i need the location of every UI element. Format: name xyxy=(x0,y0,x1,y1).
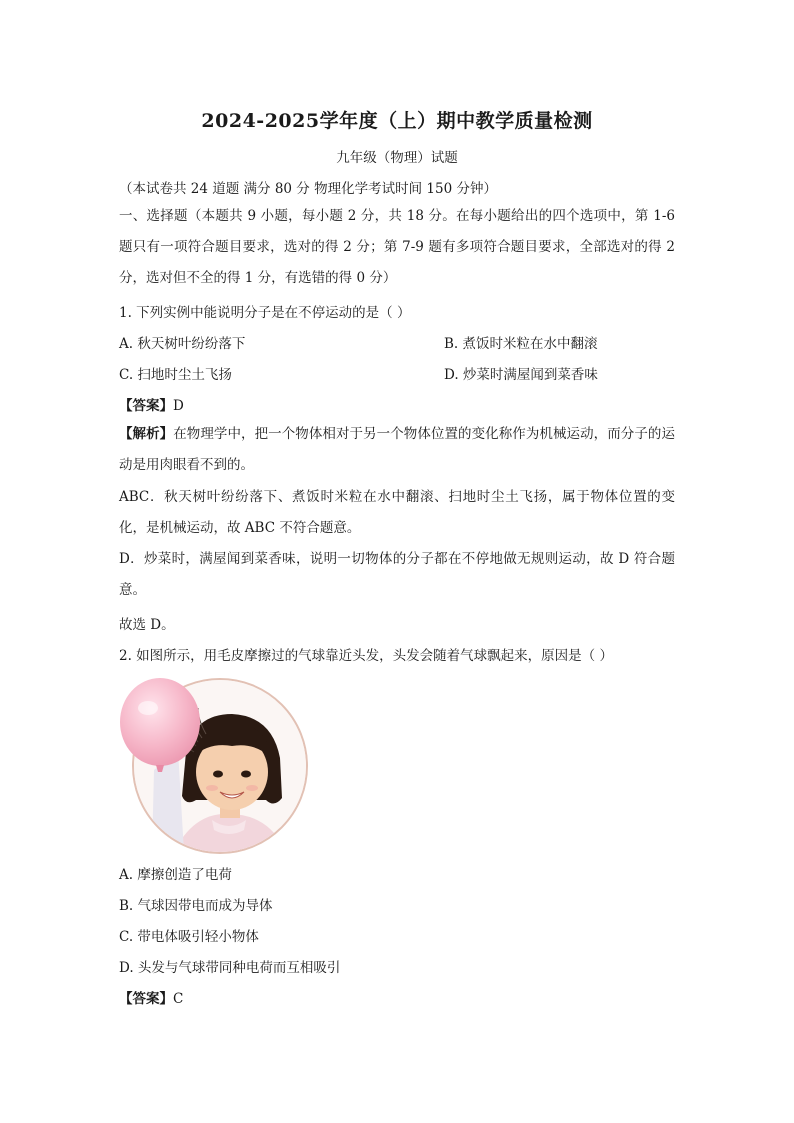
question-1-option-d: D. 炒菜时满屋闻到菜香味 xyxy=(444,367,598,383)
analysis-abc: ABC．秋天树叶纷纷落下、煮饭时米粒在水中翻滚、扫地时尘土飞扬，属于物体位置的变化，是机械运动，故 ABC 不符合题意。 xyxy=(119,489,675,536)
answer-value: D xyxy=(173,398,184,414)
question-1-analysis xyxy=(119,419,675,481)
balloon-icon xyxy=(118,674,218,794)
page-title: 2024-2025学年度（上）期中教学质量检测 xyxy=(201,110,593,132)
balloon-hair-figure xyxy=(118,674,310,854)
question-2-option-d: D. 头发与气球带同种电荷而互相吸引 xyxy=(119,960,341,976)
analysis-tag: 【解析】 xyxy=(119,426,174,442)
page-subtitle: 九年级（物理）试题 xyxy=(336,150,458,166)
section-intro: 一、选择题（本题共 9 小题，每小题 2 分，共 18 分。在每小题给出的四个选项中，第 1-6 题只有一项符合题目要求，选对的得 2 分；第 7-9 题有多项符合题目要求，全部选对的得 2 分，选对但不全的得 1 分，有选错的得 0 分） xyxy=(119,208,675,286)
question-2-stem: 2. 如图所示，用毛皮摩擦过的气球靠近头发，头发会随着气球飘起来，原因是（ ） xyxy=(119,648,613,664)
question-2-option-a: A. 摩擦创造了电荷 xyxy=(119,867,232,883)
question-1-option-a: A. 秋天树叶纷纷落下 xyxy=(119,336,246,352)
answer-tag: 【答案】 xyxy=(119,991,173,1007)
question-2-option-b: B. 气球因带电而成为导体 xyxy=(119,898,273,914)
answer-tag: 【答案】 xyxy=(119,398,173,414)
question-1-conclusion: 故选 D。 xyxy=(119,617,175,633)
analysis-d: D．炒菜时，满屋闻到菜香味，说明一切物体的分子都在不停地做无规则运动，故 D 符合题意。 xyxy=(119,551,675,598)
question-1-answer xyxy=(119,394,184,414)
exam-info: （本试卷共 24 道题 满分 80 分 物理化学考试时间 150 分钟） xyxy=(119,181,497,197)
question-1-option-c: C. 扫地时尘土飞扬 xyxy=(119,367,232,383)
question-2-answer xyxy=(119,987,183,1007)
analysis-text: 在物理学中，把一个物体相对于另一个物体位置的变化称作为机械运动，而分子的运动是用肉眼看不到的。 xyxy=(119,426,675,473)
question-2-option-c: C. 带电体吸引轻小物体 xyxy=(119,929,259,945)
question-1-option-b: B. 煮饭时米粒在水中翻滚 xyxy=(444,336,598,352)
answer-value: C xyxy=(173,991,184,1007)
question-1-stem: 1. 下列实例中能说明分子是在不停运动的是（ ） xyxy=(119,305,411,321)
